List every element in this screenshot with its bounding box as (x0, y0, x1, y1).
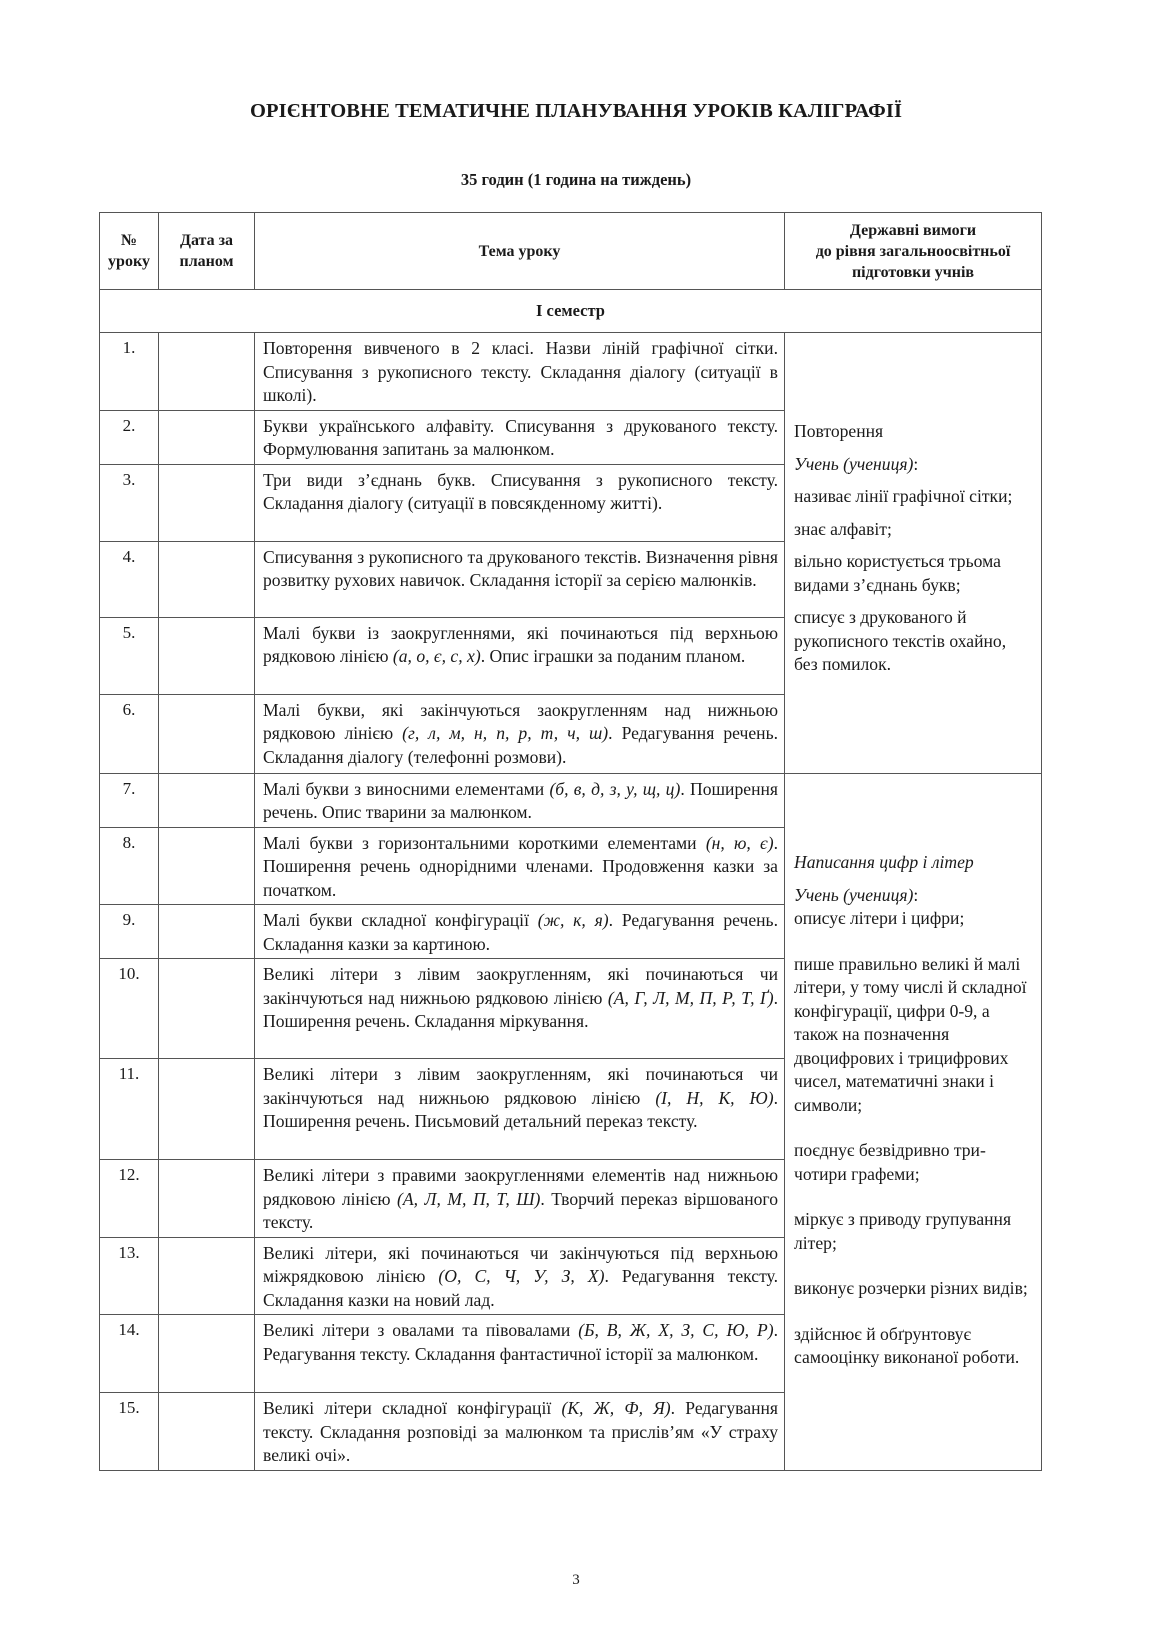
hours-subtitle: 35 годин (1 година на тиждень) (460, 170, 692, 189)
lesson-number: 6. (100, 694, 159, 773)
planned-date-cell (159, 1059, 255, 1160)
lesson-number: 2. (100, 410, 159, 464)
requirements-group: Повторення Учень (учениця): називає лінії графічної сітки; знає алфавіт; вільно користується трьома видами з’єднань букв; списує з друкованого й рукописного текстів охайно, без помилок. (785, 333, 1042, 774)
lesson-number: 11. (100, 1059, 159, 1160)
table-row (100, 333, 1042, 411)
lesson-topic: Три види з’єднань букв. Списування з рукописного тексту. Складання діалогу (ситуації в повсякденному житті). (255, 464, 785, 541)
planned-date-cell (159, 827, 255, 905)
requirement-item: пише правильно великі й малі літери, у тому числі й складної конфігурації, цифри 0-9, а також на позначення двоцифрових і трицифрових чисел, математичні знаки і символи; (794, 953, 1027, 1115)
lesson-topic: Малі букви із заокругленнями, які починаються під верхньою рядковою лінією (а, о, є, с, х). Опис іграшки за поданим планом. (255, 617, 785, 694)
lesson-number: 7. (100, 773, 159, 827)
requirements-group: Написання цифр і літер Учень (учениця): описує літери і цифри; пише правильно великі й малі літери, у тому числі й складної конфігурації, цифри 0-9, а також на позначення двоцифрових і трицифрових чисел, математичні знаки і символи; поєднує безвідривно три-чотири графеми; міркує з приводу групування літер; виконує розчерки різних видів; здійснює й обґрунтовує самооцінку виконаної роботи. (785, 773, 1042, 1470)
lesson-topic: Великі літери з лівим заокругленням, які починаються чи закінчуються над нижньою рядковою лінією (А, Г, Л, М, П, Р, Т, Ґ). Поширення речень. Складання міркування. (255, 959, 785, 1059)
lesson-plan-table (99, 212, 1042, 1471)
requirement-item: поєднує безвідривно три-чотири графеми; (794, 1140, 986, 1184)
planned-date-cell (159, 1315, 255, 1393)
header-planned-date: Дата за планом (159, 213, 255, 290)
letters-list: (н, ю, є) (705, 832, 774, 853)
header-lesson-number: № уроку (100, 213, 159, 290)
lesson-topic: Малі букви складної конфігурації (ж, к, я). Редагування речень. Складання казки за картиною. (255, 905, 785, 959)
lesson-number: 14. (100, 1315, 159, 1393)
table-row (100, 773, 1042, 827)
letters-list: (А, Г, Л, М, П, Р, Т, Ґ) (607, 987, 774, 1008)
planned-date-cell (159, 333, 255, 411)
letters-list: (І, Н, К, Ю) (655, 1087, 774, 1108)
requirement-item: міркує з приводу групування літер; (794, 1209, 1012, 1253)
lesson-topic: Великі літери, які починаються чи закінчуються під верхньою міжрядковою лінією (О, С, Ч, У, З, Х). Редагування тексту. Складання казки на новий лад. (255, 1237, 785, 1315)
requirements-heading: Повторення (794, 421, 884, 441)
header-lesson-topic: Тема уроку (255, 213, 785, 290)
planned-date-cell (159, 617, 255, 694)
planned-date-cell (159, 464, 255, 541)
letters-list: (Б, В, Ж, Х, З, С, Ю, Р) (578, 1320, 774, 1340)
lesson-topic: Букви українського алфавіту. Списування з друкованого тексту. Формулювання запитань за малюнком. (255, 410, 785, 464)
letters-list: (О, С, Ч, У, З, Х) (438, 1266, 605, 1286)
lesson-number: 9. (100, 905, 159, 959)
lesson-number: 5. (100, 617, 159, 694)
lesson-topic: Списування з рукописного та друкованого текстів. Визначення рівня розвитку рухових навичок. Складання історії за серією малюнків. (255, 541, 785, 617)
letters-list: (г, л, м, н, п, р, т, ч, ш) (402, 723, 609, 743)
planned-date-cell (159, 959, 255, 1059)
lesson-number: 8. (100, 827, 159, 905)
requirements-heading: Написання цифр і літер (794, 852, 974, 873)
requirement-item: списує з друкованого й рукописного текстів охайно, без помилок. (794, 607, 1007, 674)
requirement-item: вільно користується трьома видами з’єднань букв; (794, 551, 1001, 595)
lesson-topic: Малі букви з горизонтальними короткими елементами (н, ю, є). Поширення речень однорідними членами. Продовження казки за початком. (255, 827, 785, 905)
planned-date-cell (159, 1393, 255, 1471)
semester-label: I семестр (100, 290, 1042, 333)
planned-date-cell (159, 905, 255, 959)
planned-date-cell (159, 541, 255, 617)
lesson-number: 4. (100, 541, 159, 617)
lesson-topic: Великі літери з овалами та півовалами (Б, В, Ж, Х, З, С, Ю, Р). Редагування тексту. Складання фантастичної історії за малюнком. (255, 1315, 785, 1393)
lesson-number: 12. (100, 1160, 159, 1238)
letters-list: (б, в, д, з, у, щ, ц) (549, 778, 681, 799)
letters-list: (ж, к, я) (537, 910, 609, 930)
page-title: ОРІЄНТОВНЕ ТЕМАТИЧНЕ ПЛАНУВАННЯ УРОКІВ КАЛІГРАФІЇ (249, 100, 903, 122)
lesson-topic: Малі букви з виносними елементами (б, в, д, з, у, щ, ц). Поширення речень. Опис тварини за малюнком. (255, 773, 785, 827)
planned-date-cell (159, 410, 255, 464)
requirement-item: здійснює й обґрунтовує самооцінку виконаної роботи. (794, 1323, 1020, 1368)
lesson-topic: Повторення вивченого в 2 класі. Назви ліній графічної сітки. Списування з рукописного тексту. Складання діалогу (ситуації в школі). (255, 333, 785, 411)
letters-list: (а, о, є, с, х) (392, 646, 481, 666)
letters-list: (А, Л, М, П, Т, Ш) (397, 1188, 541, 1209)
table-header-row (100, 213, 1042, 290)
requirement-item: описує літери і цифри; (794, 908, 965, 929)
letters-list: (К, Ж, Ф, Я) (561, 1398, 671, 1418)
lesson-number: 10. (100, 959, 159, 1059)
lesson-topic: Малі букви, які закінчуються заокругленням над нижньою рядковою лінією (г, л, м, н, п, р, т, ч, ш). Редагування речень. Складання діалогу (телефонні розмови). (255, 694, 785, 773)
planned-date-cell (159, 1237, 255, 1315)
lesson-topic: Великі літери з лівим заокругленням, які починаються чи закінчуються над нижньою рядковою лінією (І, Н, К, Ю). Поширення речень. Письмовий детальний переказ тексту. (255, 1059, 785, 1160)
planned-date-cell (159, 694, 255, 773)
lesson-number: 1. (100, 333, 159, 411)
planned-date-cell (159, 773, 255, 827)
student-label: Учень (учениця) (794, 453, 914, 474)
lesson-number: 3. (100, 464, 159, 541)
requirement-item: знає алфавіт; (794, 518, 892, 539)
requirement-item: виконує розчерки різних видів; (794, 1278, 1028, 1299)
page-number: 3 (572, 1572, 580, 1588)
header-state-requirements: Державні вимоги до рівня загальноосвітньої підготовки учнів (785, 213, 1042, 290)
lesson-topic: Великі літери складної конфігурації (К, Ж, Ф, Я). Редагування тексту. Складання розповіді за малюнком та прислів’ям «У страху великі очі». (255, 1393, 785, 1471)
semester-row (100, 290, 1042, 333)
lesson-number: 13. (100, 1237, 159, 1315)
planned-date-cell (159, 1160, 255, 1238)
lesson-number: 15. (100, 1393, 159, 1471)
lesson-topic: Великі літери з правими заокругленнями елементів над нижньою рядковою лінією (А, Л, М, П, Т, Ш). Творчий переказ віршованого тексту. (255, 1160, 785, 1238)
requirement-item: називає лінії графічної сітки; (794, 486, 1013, 506)
student-label: Учень (учениця) (794, 884, 914, 905)
